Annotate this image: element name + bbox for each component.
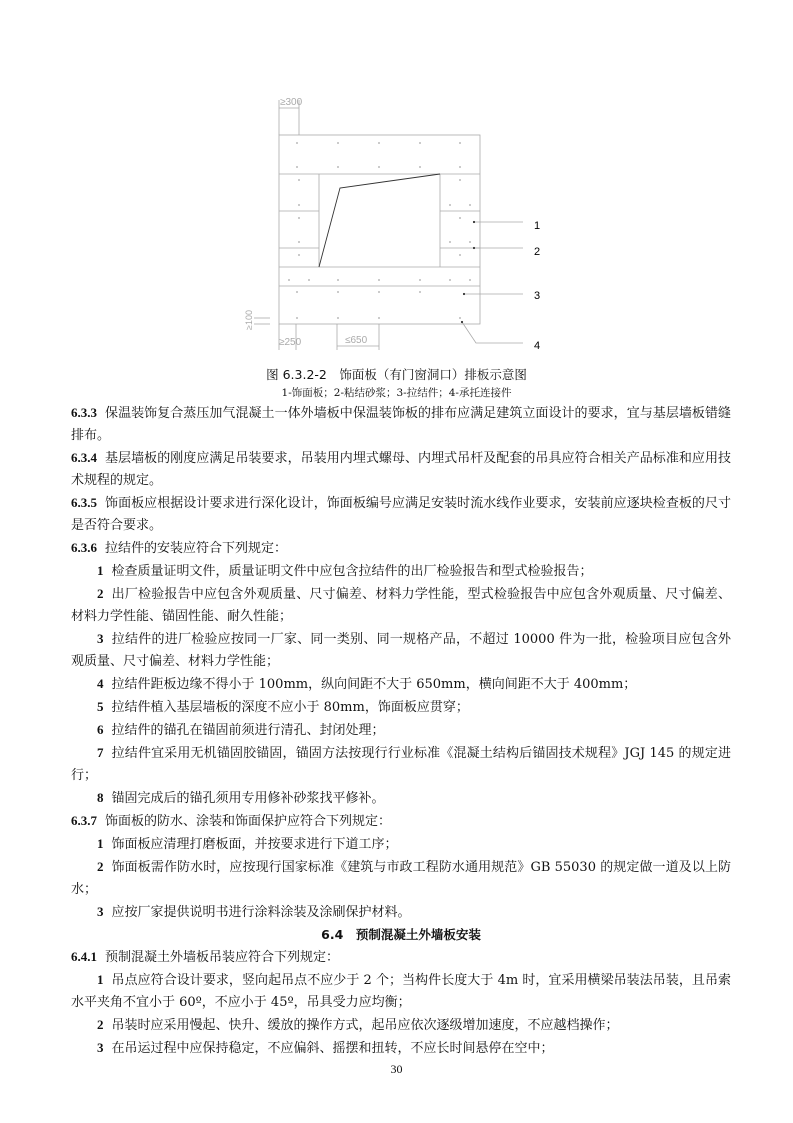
- clause-text: 饰面板应根据设计要求进行深化设计，饰面板编号应满足安装时流水线作业要求，安装前应逐块检查板的尺寸是否符合要求。: [71, 496, 731, 533]
- callout-3: 3: [534, 290, 541, 302]
- list-item: [71, 583, 731, 628]
- clause-number: 6.3.7: [71, 813, 97, 828]
- section-heading: 6.4 预制混凝土外墙板安装: [321, 927, 481, 942]
- clause-number: 6.3.4: [71, 450, 97, 465]
- clause-number: 6.4.1: [71, 949, 97, 964]
- callout-4: 4: [534, 340, 541, 352]
- clause-number: 6.3.3: [71, 405, 97, 420]
- list-item: [71, 560, 731, 583]
- clause-text: 饰面板应清理打磨板面，并按要求进行下道工序；: [111, 837, 398, 852]
- opening-diagonal: [319, 174, 440, 267]
- callout-2: 2: [534, 246, 541, 258]
- clause-text: 在吊运过程中应保持稳定，不应偏斜、摇摆和扭转，不应长时间悬停在空中；: [111, 1041, 554, 1056]
- list-item: [71, 628, 731, 673]
- clause-number: 7: [97, 745, 104, 760]
- list-item: [71, 696, 731, 719]
- clause: [71, 537, 731, 560]
- clause-text: 拉结件的进厂检验应按同一厂家、同一类别、同一规格产品，不超过 10000 件为一批，检验项目应包含外观质量、尺寸偏差、材料力学性能；: [71, 632, 731, 669]
- dim-bottom-left-label: ≥250: [279, 337, 302, 348]
- list-item: [71, 1014, 731, 1037]
- page-number: 30: [390, 1062, 403, 1076]
- clause-text: 预制混凝土外墙板吊装应符合下列规定：: [105, 950, 340, 965]
- clause-number: 2: [97, 859, 104, 874]
- clause-number: 4: [97, 676, 104, 691]
- clause-text: 吊装时应采用慢起、快升、缓放的操作方式，起吊应依次逐级增加速度，不应越档操作；: [111, 1018, 619, 1033]
- clause-number: 1: [97, 563, 104, 578]
- clause-number: 3: [97, 631, 104, 646]
- clause: [71, 402, 731, 447]
- clause-text: 拉结件距板边缘不得小于 100mm，纵向间距不大于 650mm，横向间距不大于 400mm；: [111, 677, 637, 692]
- clause-number: 2: [97, 586, 104, 601]
- figure-legend: 1-饰面板；2-粘结砂浆；3-拉结件；4-承托连接件: [281, 387, 512, 399]
- clause-number: 6: [97, 722, 104, 737]
- list-item: [71, 673, 731, 696]
- list-item: [71, 1037, 731, 1060]
- list-item: [71, 856, 731, 901]
- figure-caption: 图 6.3.2-2 饰面板（有门窗洞口）排板示意图: [266, 367, 527, 382]
- dim-top-label: ≥300: [280, 97, 303, 108]
- clause-number: 2: [97, 1017, 104, 1032]
- clause-text: 基层墙板的刚度应满足吊装要求，吊装用内埋式螺母、内埋式吊杆及配套的吊具应符合相关产品标准和应用技术规程的规定。: [71, 451, 731, 488]
- clause-number: 6.3.5: [71, 495, 97, 510]
- list-item: [71, 742, 731, 787]
- list-item: [71, 969, 731, 1014]
- clause-text: 拉结件宜采用无机锚固胶锚固，锚固方法按现行行业标准《混凝土结构后锚固技术规程》JGJ 145 的规定进行；: [71, 746, 731, 783]
- clause-number: 3: [97, 1040, 104, 1055]
- clause-text: 拉结件的安装应符合下列规定：: [105, 541, 288, 556]
- list-item: [71, 833, 731, 856]
- clause-number: 5: [97, 699, 104, 714]
- clause-number: 8: [97, 790, 104, 805]
- dim-left-label: ≥100: [244, 310, 254, 330]
- list-item: [71, 901, 731, 924]
- clause-number: 3: [97, 904, 104, 919]
- list-item: [71, 719, 731, 742]
- clause-text: 拉结件植入基层墙板的深度不应小于 80mm，饰面板应贯穿；: [111, 700, 469, 715]
- panel-layout-diagram: [0, 0, 793, 360]
- clause-text: 饰面板需作防水时，应按现行国家标准《建筑与市政工程防水通用规范》GB 55030 的规定做一道及以上防水；: [71, 860, 731, 897]
- clause-text: 饰面板的防水、涂装和饰面保护应符合下列规定：: [105, 814, 392, 829]
- anchor-dots: [288, 142, 471, 319]
- clause-text: 出厂检验报告中应包含外观质量、尺寸偏差、材料力学性能，型式检验报告中应包含外观质量、尺寸偏差、材料力学性能、锚固性能、耐久性能；: [71, 587, 731, 624]
- clause: [71, 810, 731, 833]
- clause-number: 1: [97, 972, 104, 987]
- list-item: [71, 787, 731, 810]
- clause-number: 1: [97, 836, 104, 851]
- clause-text: 检查质量证明文件，质量证明文件中应包含拉结件的出厂检验报告和型式检验报告；: [111, 564, 593, 579]
- clause-text: 应按厂家提供说明书进行涂料涂装及涂刷保护材料。: [111, 905, 411, 920]
- clause-text: 吊点应符合设计要求，竖向起吊点不应少于 2 个；当构件长度大于 4m 时，宜采用横梁吊装法吊装，且吊索水平夹角不宜小于 60º，不应小于 45º，吊具受力应均衡；: [71, 973, 731, 1010]
- callout-1: 1: [534, 220, 541, 232]
- clause-number: 6.3.6: [71, 540, 97, 555]
- dim-bottom-spacing-label: ≤650: [345, 335, 368, 346]
- clause: [71, 447, 731, 492]
- clause: [71, 946, 731, 969]
- clause-text: 锚固完成后的锚孔须用专用修补砂浆找平修补。: [111, 791, 385, 806]
- clause-text: 拉结件的锚孔在锚固前须进行清孔、封闭处理；: [111, 723, 385, 738]
- wall-panel-outline: [279, 135, 480, 324]
- clause: [71, 492, 731, 537]
- clause-text: 保温装饰复合蒸压加气混凝土一体外墙板中保温装饰板的排布应满足建筑立面设计的要求，宜与基层墙板错缝排布。: [71, 406, 731, 443]
- body-text: [71, 402, 731, 1060]
